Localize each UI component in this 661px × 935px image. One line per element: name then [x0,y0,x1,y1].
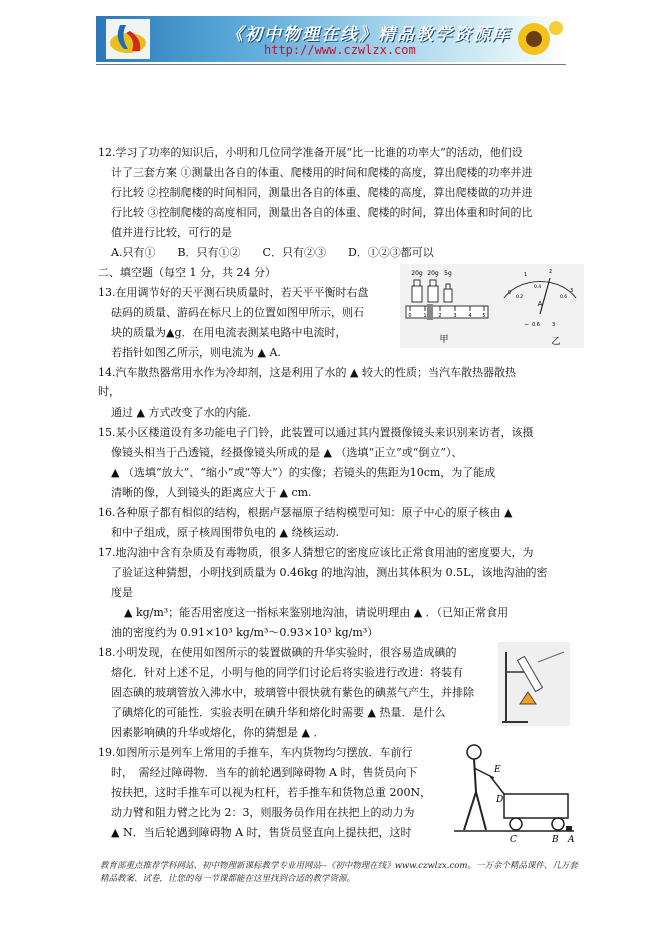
q12-line-5: 值并进行比较，可行的是 [111,226,232,239]
label-c: C [510,835,517,844]
q17-line-2: 了验证这种猜想，小明找到质量为 0.46kg 的地沟油，测出其体积为 0.5L，该地沟油的密 [111,566,548,579]
svg-text:20g: 20g [411,270,423,277]
q15-line-1: 15.某小区楼道设有多功能电子门铃，此装置可以通过其内置摄像镜头来识别来访者，该摄 [98,426,534,439]
banner-title: 《初中物理在线》精品教学资源库 [226,25,511,45]
fig-label-b: 乙 [551,337,561,347]
svg-text:4: 4 [468,313,472,319]
q17-line-1: 17.地沟油中含有杂质及有毒物质，很多人猜想它的密度应该比正常食用油的密度要大，为 [98,546,534,559]
q13-line-2: 砝码的质量、游码在标尺上的位置如图甲所示，则石 [111,306,364,319]
q12-line-4: 行比较 ③控制爬楼的高度相同，测量出各自的体重、爬楼的时间，算出体重和时间的比 [111,206,533,219]
q17-line-4: ▲ kg/m³；能否用密度这一指标来鉴别地沟油，请说明理由 ▲ ．（已知正常食用 [124,606,509,619]
svg-text:3: 3 [552,322,556,328]
q15-line-3: ▲ （选填“放大”、“缩小”或“等大”）的实像；若镜头的焦距为10cm，为了能成 [111,466,496,479]
q18-line-3: 固态碘的玻璃管放入沸水中，玻璃管中很快就有紫色的碘蒸气产生，并排除 [111,686,474,699]
q13-line-1: 13.在用调节好的天平测石块质量时，若天平平衡时右盘 [98,286,369,299]
q18-figure [498,642,570,726]
svg-text:0.6: 0.6 [532,322,540,328]
svg-text:0: 0 [408,313,412,319]
label-e: E [494,765,501,775]
svg-text:A: A [537,300,543,308]
site-logo-icon [106,19,150,59]
svg-text:3: 3 [570,288,574,294]
svg-text:−: − [524,321,530,328]
rider-scale [406,304,488,320]
banner-url[interactable]: http://www.czwlzx.com [264,43,416,57]
q13-line-4: 若指针如图乙所示，则电流为 ▲ A. [111,346,281,359]
q14-line-3: 通过 ▲ 方式改变了水的内能． [111,406,259,419]
weight-20g-a [411,270,423,302]
q16-line-1: 16.各种原子都有相似的结构，根据卢瑟福原子结构模型可知：原子中心的原子核由 ▲ [98,506,513,519]
q17-line-5: 油的密度约为 0.91×10³ kg/m³～0.93×10³ kg/m³） [111,626,379,639]
q18-line-1: 18.小明发现，在使用如图所示的装置做碘的升华实验时，很容易造成碘的 [98,646,457,659]
q19-figure [450,738,578,844]
svg-text:2: 2 [438,313,442,319]
q12-options: A.只有① B．只有①② C．只有②③ D．①②③都可以 [111,246,434,259]
q15-line-4: 清晰的像，人到镜头的距离应大于 ▲ cm. [111,486,312,499]
q13-line-3: 块的质量为▲g．在用电流表测某电路中电流时， [111,326,347,339]
svg-text:3: 3 [453,313,457,319]
label-d: D [496,795,504,805]
svg-text:0.6: 0.6 [560,295,568,300]
fig-label-a: 甲 [439,335,449,345]
q19-line-2: 时， 需经过障碍物．当车的前轮遇到障碍物 A 时，售货员向下 [111,766,418,779]
q19-line-4: 动力臂和阻力臂之比为 2：3，则服务员作用在扶把上的动力为 [111,806,415,819]
svg-text:20g: 20g [427,270,439,277]
q17-line-3: 度是 [111,586,133,599]
svg-text:2: 2 [549,269,553,275]
svg-text:0.4: 0.4 [534,285,542,290]
page-footer: 教育部重点推荐学科网站、初中物理新课标教学专业用网站--《初中物理在线》www.czwlzx.com。一万余个精品课件、几万套精品教案、试卷，让您的每一节课都能在这里找到合适的教学资源。 [100,861,578,884]
q19-line-3: 按扶把，这时手推车可以视为杠杆，若手推车和货物总重 200N， [111,786,432,799]
sunflower-icon [504,18,564,60]
header-rule [96,64,566,65]
svg-text:5: 5 [482,313,486,319]
label-b: B [552,835,559,844]
q15-line-2: 像镜头相当于凸透镜，经摄像镜头所成的是 ▲ （选填“正立”或“倒立”）、 [111,446,463,459]
svg-text:1: 1 [524,272,528,278]
q16-line-2: 和中子组成，原子核周围带负电的 ▲ 绕核运动. [111,526,339,539]
svg-text:0.2: 0.2 [516,295,524,300]
svg-text:5g: 5g [444,270,452,277]
q13-figure [400,264,584,348]
q18-line-2: 熔化．针对上述不足，小明与他的同学们讨论后将实验进行改进：将装有 [111,666,463,679]
label-a: A [568,835,575,844]
q19-line-1: 19.如图所示是列车上常用的手推车，车内货物均匀摆放．车前行 [98,746,413,759]
q19-line-5: ▲ N．当后轮遇到障碍物 A 时，售货员竖直向上提扶把，这时 [111,826,412,839]
svg-text:1: 1 [423,313,427,319]
q12-line-2: 计了三套方案 ①测量出各自的体重、爬楼用的时间和爬楼的高度，算出爬楼的功率并进 [111,166,533,179]
header-banner [96,16,566,62]
q12-line-1: 12.学习了功率的知识后，小明和几位同学准备开展“比一比谁的功率大”的活动，他们设 [98,146,523,159]
q12-line-3: 行比较 ②控制爬楼的时间相同，测量出各自的体重、爬楼的高度，算出爬楼做的功并进 [111,186,533,199]
section-heading: 二、填空题（每空 1 分，共 24 分） [98,266,276,279]
q18-line-4: 了碘熔化的可能性．实验表明在碘升华和熔化时需要 ▲ 热量．是什么 [111,706,446,719]
q14-line-2: 时， [98,385,120,398]
weight-20g-b [427,270,439,302]
svg-text:0: 0 [508,290,512,296]
q18-line-5: 因素影响碘的升华或熔化，你的猜想是 ▲ ． [111,726,325,739]
q14-line-1: 14.汽车散热器常用水作为冷却剂，这是利用了水的 ▲ 较大的性质；当汽车散热器散热 [98,366,516,379]
